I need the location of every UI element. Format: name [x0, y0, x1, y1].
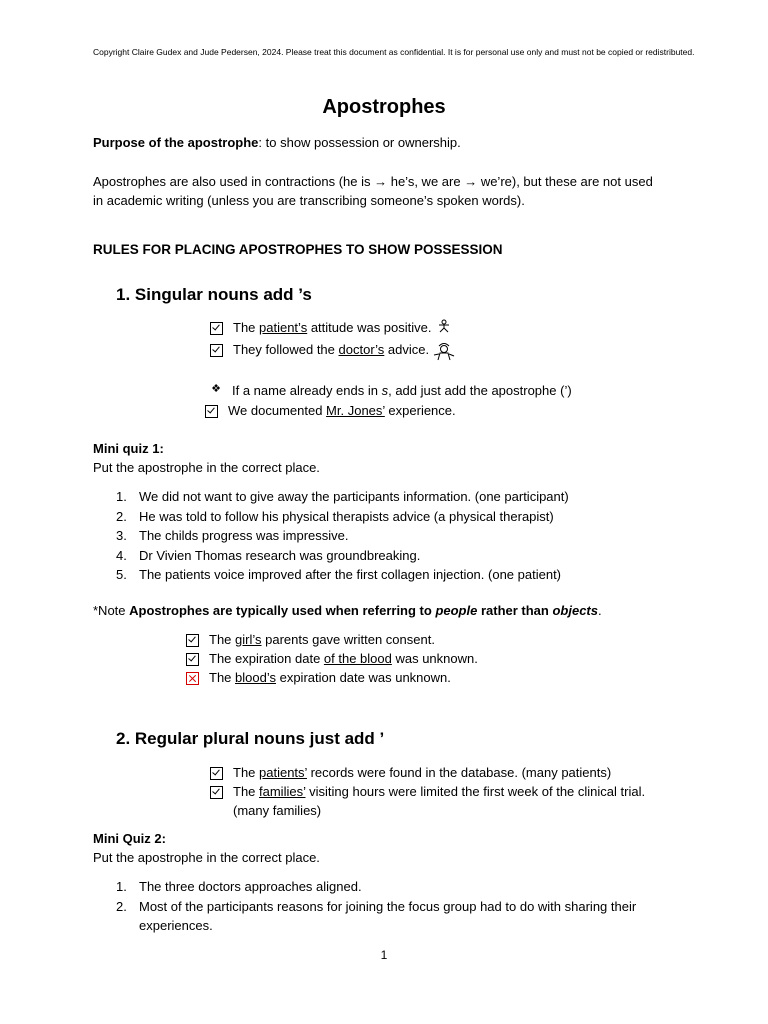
purpose-text: : to show possession or ownership. [258, 135, 461, 150]
example-text: The families’ visiting hours were limited the first week of the clinical trial. (many families) [233, 784, 646, 818]
list-item: 5. The patients voice improved after the first collagen injection. (one patient) [116, 567, 562, 582]
example-bloods-incorrect [186, 669, 451, 688]
arrow-icon: → [374, 174, 388, 189]
cross-box-icon [186, 672, 199, 685]
example-text: We documented Mr. Jones’ experience. [228, 403, 456, 418]
example-text: The girl’s parents gave written consent. [209, 632, 435, 647]
page-title: Apostrophes [322, 96, 446, 118]
copyright-notice: Copyright Claire Gudex and Jude Pedersen, 2024. Please treat this document as confidential. It is for personal use only and must not be copied or redistributed. [93, 47, 695, 57]
list-item: 3. The childs progress was impressive. [116, 528, 349, 543]
example-text: The blood’s expiration date was unknown. [209, 670, 451, 685]
check-box-icon [210, 322, 223, 335]
section-1-heading: 1. Singular nouns add ’s [116, 285, 312, 304]
note-paragraph: *Note Apostrophes are typically used when referring to people rather than objects. [93, 603, 602, 618]
check-box-icon [210, 786, 223, 799]
arrow-icon: → [464, 174, 478, 189]
mini-quiz-1-list [116, 488, 716, 586]
check-box-icon [186, 634, 199, 647]
list-item: 2. He was told to follow his physical therapists advice (a physical therapist) [116, 508, 554, 524]
page-number: 1 [380, 948, 388, 962]
purpose-paragraph [93, 134, 713, 153]
check-box-icon [186, 653, 199, 666]
contractions-text-1: Apostrophes are also used in contractions (he is [93, 174, 375, 189]
mini-quiz-2-instruction: Put the apostrophe in the correct place. [93, 850, 320, 865]
list-item: 1. The three doctors approaches aligned. [116, 879, 362, 894]
check-box-icon [205, 405, 218, 418]
mini-quiz-1-title: Mini quiz 1: [93, 441, 164, 456]
contractions-paragraph [93, 173, 713, 211]
example-patient [210, 319, 452, 338]
list-item: 2. Most of the participants reasons for joining the focus group had to do with sharing their [116, 898, 637, 914]
check-box-icon [210, 767, 223, 780]
check-box-icon [210, 344, 223, 357]
example-families-plural [210, 783, 645, 821]
example-text: They followed the doctor’s advice. [233, 342, 430, 357]
example-doctor [210, 341, 455, 361]
example-text: The patient’s attitude was positive. [233, 320, 432, 335]
example-patients-plural [210, 764, 611, 783]
mini-quiz-2-title: Mini Quiz 2: [93, 831, 166, 846]
note-name-ends-in-s [210, 382, 572, 401]
section-2-heading: 2. Regular plural nouns just add ’ [116, 729, 385, 748]
mini-quiz-1-instruction: Put the apostrophe in the correct place. [93, 460, 320, 475]
doctor-icon [433, 341, 455, 361]
person-icon [436, 319, 452, 333]
list-item: 1. We did not want to give away the participants information. (one participant) [116, 489, 569, 504]
purpose-label: Purpose of the apostrophe [93, 135, 259, 150]
contractions-text-2: he’s, we are [387, 174, 465, 189]
example-of-the-blood [186, 650, 478, 669]
contractions-text-3: we’re), but these are not used [477, 174, 653, 189]
example-girl [186, 631, 435, 650]
note-text: If a name already ends in s, add just add the apostrophe (’) [232, 383, 572, 398]
list-item-continued: experiences. [139, 918, 213, 933]
example-mr-jones [205, 402, 456, 421]
example-text: The expiration date of the blood was unknown. [209, 651, 478, 666]
mini-quiz-2-list [116, 878, 716, 937]
rules-heading: RULES FOR PLACING APOSTROPHES TO SHOW POSSESSION [93, 242, 503, 257]
example-text: The patients’ records were found in the database. (many patients) [233, 765, 612, 780]
diamond-bullet-icon: ❖ [211, 383, 221, 395]
list-item: 4. Dr Vivien Thomas research was groundbreaking. [116, 547, 421, 563]
contractions-text-4: in academic writing (unless you are transcribing someone’s spoken words). [93, 192, 525, 208]
